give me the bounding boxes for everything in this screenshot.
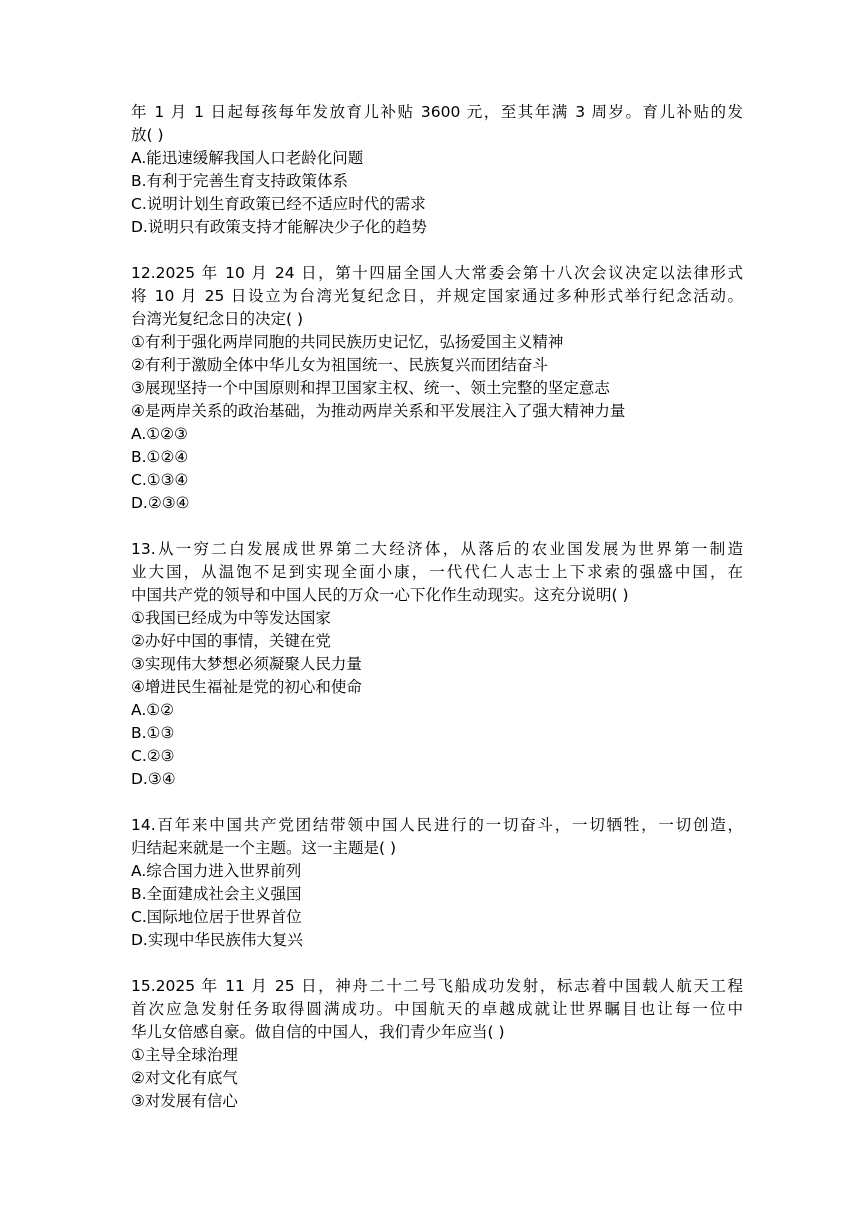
answer-option-c: C.②③ [131,747,175,765]
question-stem-line: 15.2025 年 11 月 25 日，神舟二十二号飞船成功发射，标志着中国载人航天工程 [131,977,743,995]
statement-item: ①主导全球治理 [131,1046,238,1064]
answer-option-b: B.①③ [131,724,175,742]
question-stem-line: 放( ) [131,126,164,144]
question-stem-line: 14.百年来中国共产党团结带领中国人民进行的一切奋斗，一切牺牲，一切创造， [131,816,743,834]
answer-option-a: A.①② [131,701,175,719]
question-stem-line: 年 1 月 1 日起每孩每年发放育儿补贴 3600 元，至其年满 3 周岁。育儿补贴的发 [131,103,743,121]
answer-option-c: C.说明计划生育政策已经不适应时代的需求 [131,195,426,213]
answer-option-a: A.①②③ [131,425,188,443]
statement-item: ④增进民生福祉是党的初心和使命 [131,678,362,696]
question-stem-line: 13.从一穷二白发展成世界第二大经济体，从落后的农业国发展为世界第一制造 [131,540,743,558]
question-stem-line: 业大国，从温饱不足到实现全面小康，一代代仁人志士上下求索的强盛中国，在 [131,563,743,581]
answer-option-d: D.③④ [131,770,176,788]
question-stem-line: 中国共产党的领导和中国人民的万众一心下化作生动现实。这充分说明( ) [131,586,629,604]
question-stem-line: 首次应急发射任务取得圆满成功。中国航天的卓越成就让世界瞩目也让每一位中 [131,1000,743,1018]
statement-item: ③对发展有信心 [131,1092,238,1110]
question-stem-line: 华儿女倍感自豪。做自信的中国人，我们青少年应当( ) [131,1023,505,1041]
statement-item: ①我国已经成为中等发达国家 [131,609,331,627]
answer-option-a: A.能迅速缓解我国人口老龄化问题 [131,149,364,167]
answer-option-d: D.②③④ [131,494,190,512]
answer-option-b: B.有利于完善生育支持政策体系 [131,172,349,190]
question-stem-line: 归结起来就是一个主题。这一主题是( ) [131,839,397,857]
statement-item: ④是两岸关系的政治基础，为推动两岸关系和平发展注入了强大精神力量 [131,402,626,420]
answer-option-b: B.①②④ [131,448,189,466]
statement-item: ①有利于强化两岸同胞的共同民族历史记忆，弘扬爱国主义精神 [131,333,564,351]
statement-item: ③实现伟大梦想必须凝聚人民力量 [131,655,362,673]
question-stem-line: 台湾光复纪念日的决定( ) [131,310,304,328]
statement-item: ②有利于激励全体中华儿女为祖国统一、民族复兴而团结奋斗 [131,356,548,374]
answer-option-c: C.国际地位居于世界首位 [131,908,302,926]
question-13 [131,538,743,791]
question-14 [131,814,743,952]
statement-item: ②办好中国的事情，关键在党 [131,632,331,650]
exam-page [131,101,743,1113]
statement-item: ②对文化有底气 [131,1069,238,1087]
answer-option-d: D.说明只有政策支持才能解决少子化的趋势 [131,218,427,236]
question-stem-line: 将 10 月 25 日设立为台湾光复纪念日，并规定国家通过多种形式举行纪念活动。 [131,287,743,305]
statement-item: ③展现坚持一个中国原则和捍卫国家主权、统一、领土完整的坚定意志 [131,379,610,397]
question-12 [131,262,743,515]
answer-option-a: A.综合国力进入世界前列 [131,862,302,880]
answer-option-d: D.实现中华民族伟大复兴 [131,931,303,949]
question-15 [131,975,743,1113]
question-stem-line: 12.2025 年 10 月 24 日，第十四届全国人大常委会第十八次会议决定以法律形式 [131,264,743,282]
answer-option-c: C.①③④ [131,471,189,489]
question-11 [131,101,743,239]
answer-option-b: B.全面建成社会主义强国 [131,885,302,903]
